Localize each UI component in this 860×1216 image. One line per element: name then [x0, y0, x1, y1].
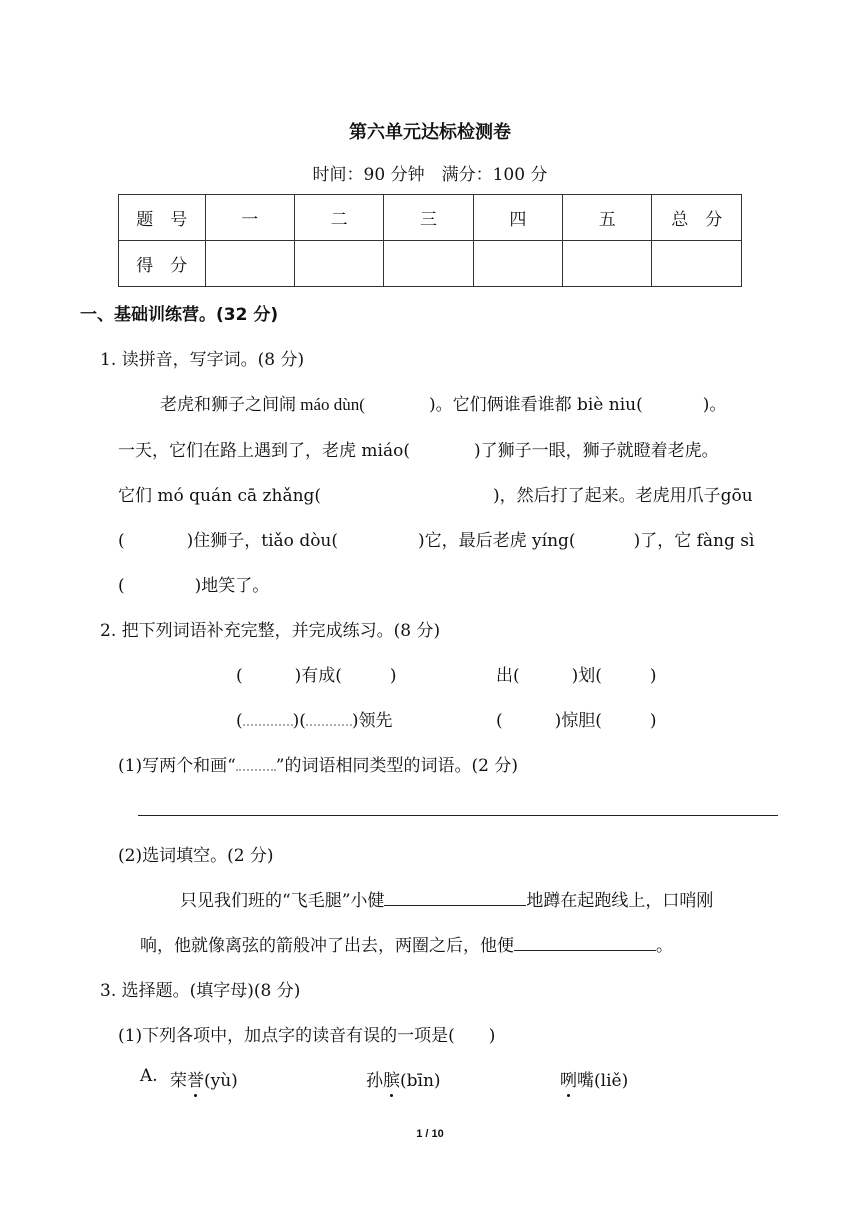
page-number: 1 / 10	[416, 1128, 444, 1140]
score-table-score-row	[119, 241, 742, 287]
sub-question	[118, 1021, 495, 1046]
text: 出(	[496, 666, 520, 686]
word-item	[236, 706, 393, 731]
question-title: 3. 选择题。(填字母)(8 分)	[100, 981, 301, 1001]
text: (bīn)	[400, 1071, 441, 1091]
score-table-header-row	[119, 195, 742, 241]
text: 荣	[170, 1071, 187, 1091]
table-cell: 得 分	[119, 241, 206, 287]
text: )它，最后老虎 yíng(	[418, 531, 576, 551]
paragraph-line	[180, 886, 713, 911]
text: )	[649, 666, 657, 686]
q1-line	[118, 436, 719, 461]
text: )惊胆(	[554, 711, 602, 731]
text: )领先	[351, 711, 393, 731]
text: )，然后打了起来。老虎用爪子gōu	[493, 486, 753, 506]
text: 它们 mó quán cā zhǎng(	[118, 486, 322, 506]
dotted-blank[interactable]	[243, 708, 293, 726]
text: (	[118, 576, 125, 596]
score-input-cell[interactable]	[652, 241, 742, 287]
score-input-cell[interactable]	[294, 241, 383, 287]
dotted-blank[interactable]	[306, 708, 352, 726]
word-item	[496, 661, 657, 686]
text: )	[649, 711, 657, 731]
text: 。	[656, 936, 673, 956]
page-title: 第六单元达标检测卷	[349, 122, 511, 143]
text: (1)写两个和画“	[118, 756, 236, 776]
word-item	[496, 706, 657, 731]
text: )了，它 fàng sì	[633, 531, 755, 551]
q1-line	[118, 526, 754, 551]
text: )住狮子，tiǎo dòu(	[186, 531, 339, 551]
score-input-cell[interactable]	[205, 241, 294, 287]
exam-time-score: 时间：90 分钟 满分：100 分	[312, 165, 548, 185]
text: 嘴(liě)	[577, 1071, 629, 1091]
text: (	[496, 711, 503, 731]
text: 只见我们班的“飞毛腿”小健	[180, 891, 385, 911]
sub-question	[118, 751, 518, 776]
option-word	[560, 1066, 628, 1091]
section-heading: 一、基础训练营。(32 分)	[80, 305, 279, 325]
dotted-char: 誉	[187, 1066, 204, 1091]
text: )划(	[571, 666, 602, 686]
question-title: 2. 把下列词语补充完整，并完成练习。(8 分)	[100, 621, 441, 641]
dotted-sample	[236, 753, 276, 771]
q1-line	[118, 481, 753, 506]
option-word	[366, 1066, 441, 1091]
option-word	[170, 1066, 238, 1091]
text: 响，他就像离弦的箭般冲了出去，两圈之后，他便	[140, 936, 514, 956]
score-table	[118, 194, 742, 287]
table-cell: 四	[473, 195, 562, 241]
score-input-cell[interactable]	[473, 241, 562, 287]
paragraph-line	[140, 931, 673, 956]
text: (	[236, 711, 243, 731]
text: )。它们俩谁看谁都 biè niu(	[428, 395, 643, 415]
text: (1)下列各项中，加点字的读音有误的一项是(	[118, 1026, 455, 1046]
text: )了狮子一眼，狮子就瞪着老虎。	[473, 441, 719, 461]
text: )地笑了。	[194, 576, 270, 596]
text: 一天，它们在路上遇到了，老虎 miáo(	[118, 441, 410, 461]
answer-line[interactable]	[138, 815, 778, 816]
table-cell: 题 号	[119, 195, 206, 241]
text: (	[118, 531, 125, 551]
q1-line	[118, 571, 269, 596]
text: )	[389, 666, 397, 686]
text: (	[236, 666, 243, 686]
text: )(	[292, 711, 306, 731]
text: 孙	[366, 1071, 383, 1091]
fill-blank[interactable]	[384, 889, 526, 906]
sub-question: (2)选词填空。(2 分)	[118, 846, 274, 866]
text: )	[488, 1026, 496, 1046]
dotted-char: 咧	[560, 1066, 577, 1091]
score-input-cell[interactable]	[563, 241, 652, 287]
question-title: 1. 读拼音，写字词。(8 分)	[100, 350, 305, 370]
dotted-char: 膑	[383, 1066, 400, 1091]
table-cell: 一	[205, 195, 294, 241]
table-cell: 五	[563, 195, 652, 241]
option-label: A.	[140, 1066, 158, 1086]
text: 老虎和狮子之间闹 máo dùn(	[160, 395, 365, 414]
text: 地蹲在起跑线上，口哨刚	[526, 891, 714, 911]
text: )有成(	[294, 666, 342, 686]
table-cell: 三	[384, 195, 473, 241]
text: ”的词语相同类型的词语。(2 分)	[275, 756, 518, 776]
word-item	[236, 661, 397, 686]
table-cell: 二	[294, 195, 383, 241]
fill-blank[interactable]	[514, 934, 656, 951]
score-input-cell[interactable]	[384, 241, 473, 287]
table-cell: 总 分	[652, 195, 742, 241]
text: )。	[702, 395, 727, 415]
q1-line	[160, 390, 726, 415]
text: (yù)	[204, 1071, 238, 1091]
